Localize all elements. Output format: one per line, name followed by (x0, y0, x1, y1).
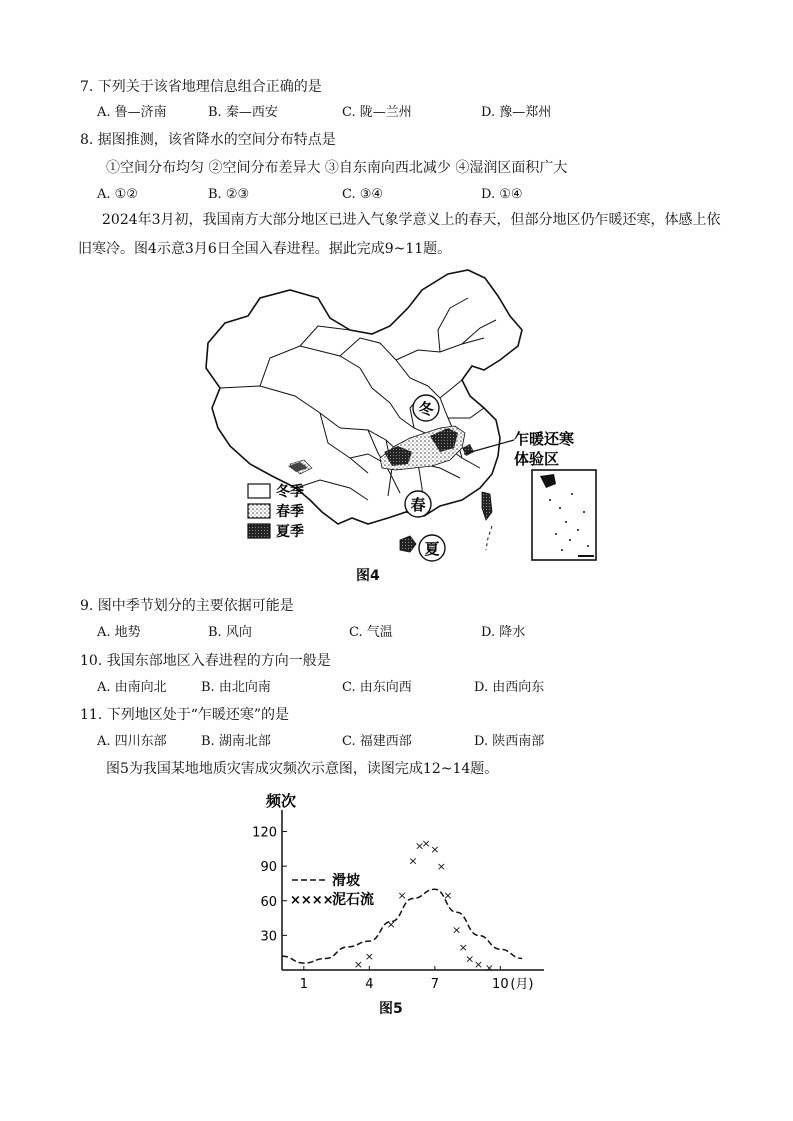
chart-y-tick-label: 90 (260, 860, 277, 876)
q9-option-a: A. 地势 (97, 625, 141, 640)
label-spring: 春 (410, 496, 426, 514)
series-debris-flow-point: × (408, 854, 418, 868)
q9-option-b: B. 风向 (208, 625, 252, 640)
legend-spring: 春季 (276, 504, 304, 520)
callout-line1: 乍暖还寒 (514, 430, 575, 448)
series-debris-flow-point: × (484, 961, 495, 975)
chart-x-tick-label: 7 (430, 977, 439, 992)
q10-option-b: B. 由北向南 (201, 680, 271, 695)
q9-option-c: C. 气温 (349, 625, 393, 640)
series-debris-flow-point: × (430, 842, 440, 856)
figure-5-caption: 图5 (379, 1001, 403, 1017)
legend-label-landslide: 滑坡 (332, 873, 360, 889)
intro-paragraph-2: 图5为我国某地地质灾害成灾频次示意图，读图完成12~14题。 (106, 761, 499, 777)
legend-swatch-spring (248, 504, 270, 518)
chart-x-tick-label: 1 (299, 977, 308, 992)
series-debris-flow-point: × (458, 940, 468, 954)
q11-option-a: A. 四川东部 (97, 734, 167, 749)
q11-option-c: C. 福建西部 (342, 734, 412, 749)
chart-y-tick-label: 60 (260, 894, 277, 910)
figure-4-caption: 图4 (356, 568, 380, 584)
chart-y-tick-label: 120 (252, 825, 277, 841)
label-winter: 冬 (418, 400, 434, 418)
series-debris-flow-point: × (436, 860, 446, 874)
summer-region-taiwan (482, 492, 492, 520)
label-summer: 夏 (424, 540, 440, 558)
q11-stem: 11. 下列地区处于“乍暖还寒”的是 (80, 707, 290, 723)
chart-x-tick-label: 4 (365, 977, 374, 992)
q7-stem: 7. 下列关于该省地理信息组合正确的是 (80, 79, 322, 95)
intro-paragraph-1: 2024年3月初，我国南方大部分地区已进入气象学意义上的春天，但部分地区仍乍暖还寒，体感上依旧寒冷。图4示意3月6日全国入春进程。据此完成9~11题。 (78, 212, 721, 257)
q11-option-b: B. 湖南北部 (201, 734, 271, 749)
series-debris-flow-point: × (452, 923, 462, 937)
chart-xlabel: (月) (510, 977, 534, 992)
q7-option-c: C. 陇—兰州 (342, 105, 412, 120)
callout-line2: 体验区 (514, 450, 560, 468)
figure-5-chart (252, 788, 552, 993)
legend-swatch-winter (248, 484, 270, 498)
chart-ylabel: 频次 (266, 792, 297, 810)
chart-x-tick-label: 10 (492, 977, 509, 992)
q11-option-d: D. 陕西南部 (474, 734, 545, 749)
series-debris-flow-point: × (397, 889, 407, 902)
q9-option-d: D. 降水 (481, 625, 526, 640)
q8-option-d: D. ①④ (481, 187, 523, 202)
summer-region-hainan (400, 536, 416, 552)
q10-stem: 10. 我国东部地区入春进程的方向一般是 (80, 653, 331, 669)
legend-swatch-summer (248, 524, 270, 538)
q7-option-b: B. 秦—西安 (208, 105, 278, 120)
series-debris-flow-point: × (421, 837, 431, 851)
legend-swatch-debris-flow: ×××× (290, 893, 334, 908)
q10-option-c: C. 由东向西 (342, 680, 412, 695)
q7-option-d: D. 豫—郑州 (481, 105, 552, 120)
series-debris-flow-point: × (386, 917, 396, 931)
series-debris-flow-point: × (353, 958, 364, 972)
q8-option-c: C. ③④ (342, 187, 384, 202)
q8-option-a: A. ①② (97, 187, 138, 202)
q8-sub-statements: ①空间分布均匀 ②空间分布差异大 ③自东南向西北减少 ④湿润区面积广大 (106, 160, 568, 176)
series-debris-flow-point: × (364, 950, 374, 964)
south-china-sea-inset (532, 470, 596, 560)
series-debris-flow-point: × (465, 952, 475, 966)
q7-option-a: A. 鲁—济南 (97, 105, 167, 120)
series-debris-flow-point: × (473, 958, 484, 972)
legend-summer: 夏季 (276, 524, 304, 540)
q10-option-a: A. 由南向北 (97, 680, 167, 695)
chart-y-tick-label: 30 (260, 929, 277, 945)
legend-label-debris-flow: 泥石流 (332, 892, 374, 908)
q10-option-d: D. 由西向东 (474, 680, 545, 695)
q8-stem: 8. 据图推测，该省降水的空间分布特点是 (80, 132, 336, 148)
figure-4-map (200, 268, 600, 568)
series-debris-flow-point: × (443, 889, 453, 902)
q9-stem: 9. 图中季节划分的主要依据可能是 (80, 598, 294, 614)
series-debris-flow-point: × (414, 839, 425, 853)
q8-option-b: B. ②③ (208, 187, 250, 202)
legend-winter: 冬季 (276, 484, 304, 500)
